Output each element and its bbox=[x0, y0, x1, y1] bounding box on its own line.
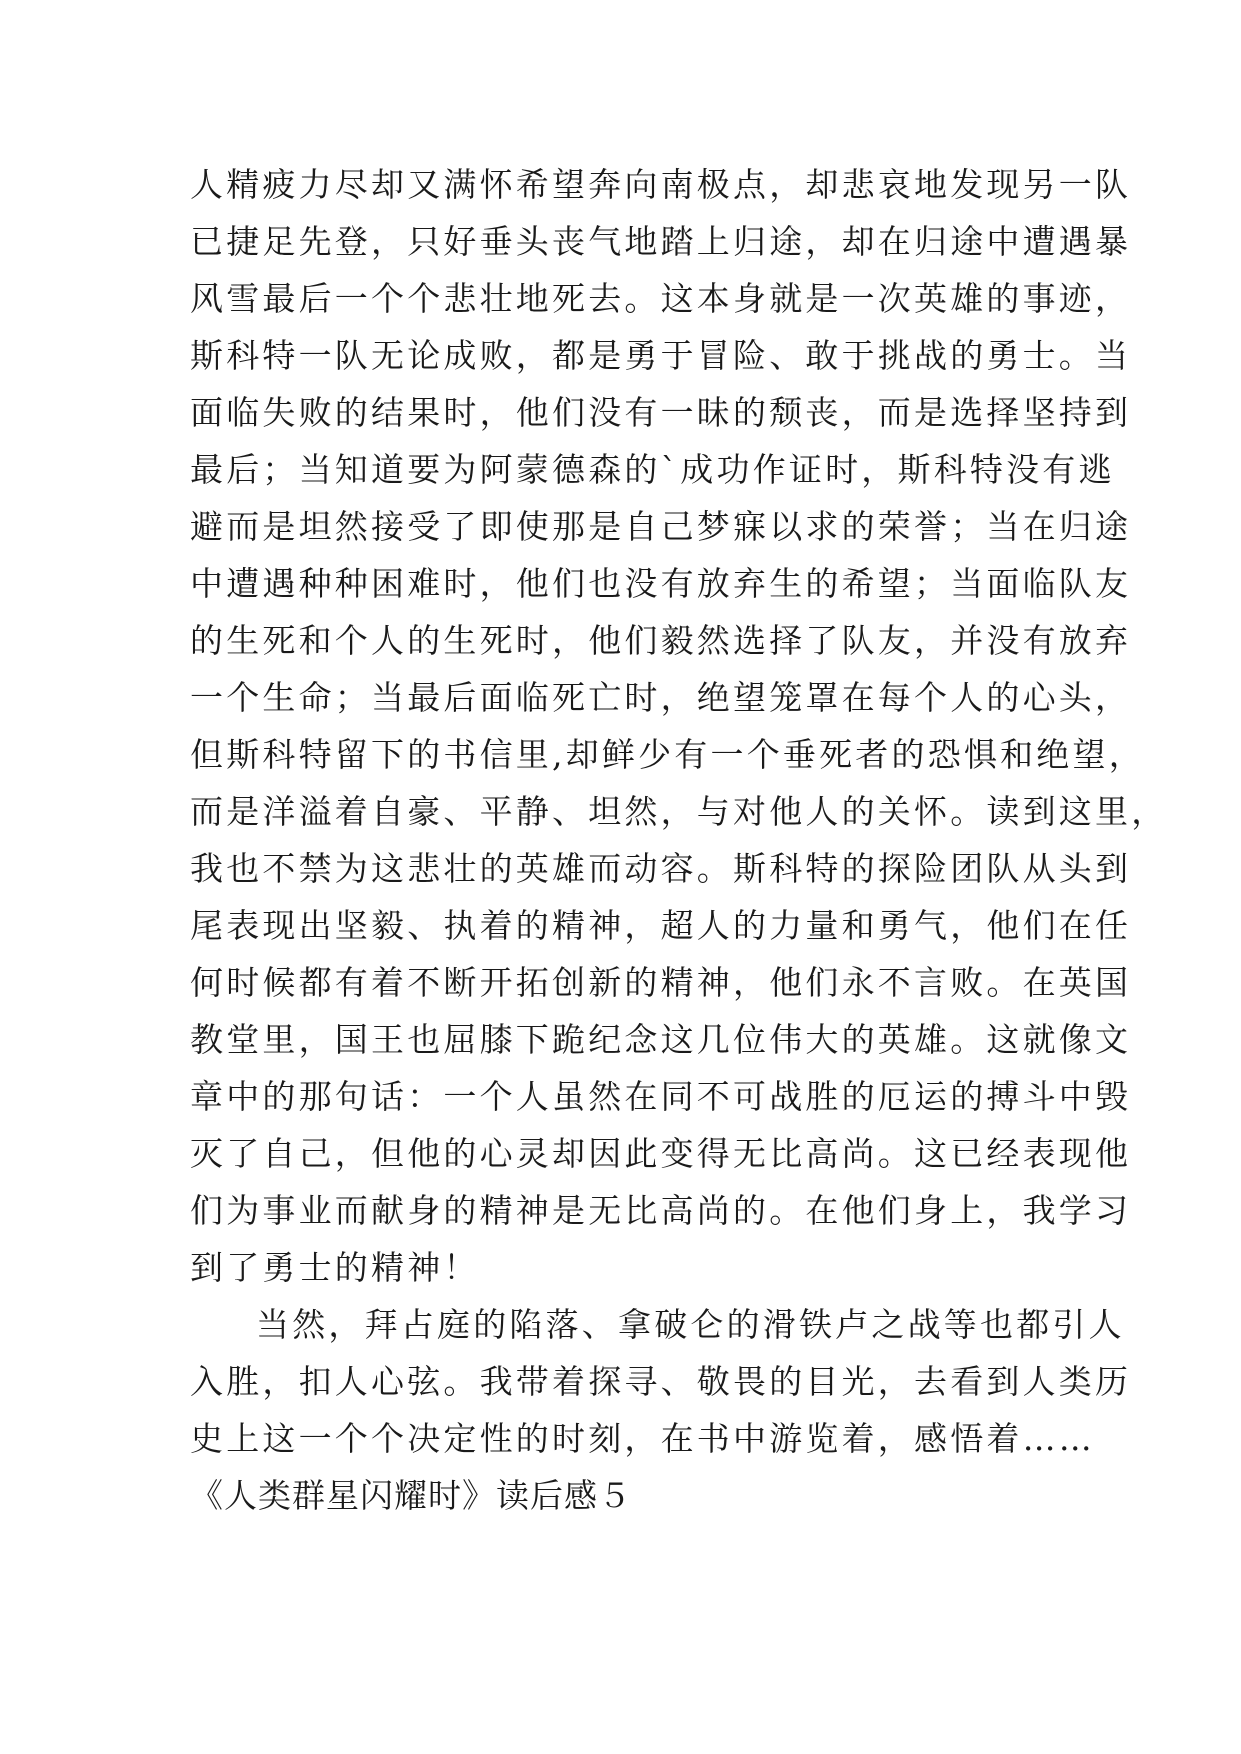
body-text bbox=[190, 156, 1168, 1524]
text-line: 教堂里，国王也屈膝下跪纪念这几位伟大的英雄。这就像文 bbox=[190, 1020, 1132, 1059]
text-line: 风雪最后一个个悲壮地死去。这本身就是一次英雄的事迹， bbox=[190, 279, 1132, 318]
text-line: 史上这一个个决定性的时刻，在书中游览着，感悟着…… bbox=[190, 1419, 1095, 1458]
text-line: 人精疲力尽却又满怀希望奔向南极点，却悲哀地发现另一队 bbox=[190, 165, 1132, 204]
text-line: 中遭遇种种困难时，他们也没有放弃生的希望；当面临队友 bbox=[190, 564, 1132, 603]
text-line: 一个生命；当最后面临死亡时，绝望笼罩在每个人的心头， bbox=[190, 678, 1132, 717]
text-line: 斯科特一队无论成败，都是勇于冒险、敢于挑战的勇士。当 bbox=[190, 336, 1132, 375]
text-line: 何时候都有着不断开拓创新的精神，他们永不言败。在英国 bbox=[190, 963, 1132, 1002]
text-line: 最后；当知道要为阿蒙德森的`成功作证时，斯科特没有逃 bbox=[190, 450, 1115, 489]
text-line: 我也不禁为这悲壮的英雄而动容。斯科特的探险团队从头到 bbox=[190, 849, 1132, 888]
text-line: 但斯科特留下的书信里,却鲜少有一个垂死者的恐惧和绝望， bbox=[190, 735, 1145, 774]
text-line: 而是洋溢着自豪、平静、坦然，与对他人的关怀。读到这里， bbox=[190, 792, 1168, 831]
text-line: 避而是坦然接受了即使那是自己梦寐以求的荣誉；当在归途 bbox=[190, 507, 1132, 546]
text-line: 章中的那句话：一个人虽然在同不可战胜的厄运的搏斗中毁 bbox=[190, 1077, 1132, 1116]
text-line: 们为事业而献身的精神是无比高尚的。在他们身上，我学习 bbox=[190, 1191, 1132, 1230]
next-section-title: 《人类群星闪耀时》读后感５ bbox=[190, 1476, 632, 1515]
text-line: 尾表现出坚毅、执着的精神，超人的力量和勇气，他们在任 bbox=[190, 906, 1132, 945]
text-line: 面临失败的结果时，他们没有一昧的颓丧，而是选择坚持到 bbox=[190, 393, 1132, 432]
text-line: 的生死和个人的生死时，他们毅然选择了队友，并没有放弃 bbox=[190, 621, 1132, 660]
text-line: 入胜，扣人心弦。我带着探寻、敬畏的目光，去看到人类历 bbox=[190, 1362, 1132, 1401]
text-line: 到了勇士的精神！ bbox=[190, 1248, 480, 1287]
text-line: 已捷足先登，只好垂头丧气地踏上归途，却在归途中遭遇暴 bbox=[190, 222, 1132, 261]
text-line: 当然，拜占庭的陷落、拿破仑的滑铁卢之战等也都引人 bbox=[256, 1305, 1125, 1344]
text-line: 灭了自己，但他的心灵却因此变得无比高尚。这已经表现他 bbox=[190, 1134, 1132, 1173]
